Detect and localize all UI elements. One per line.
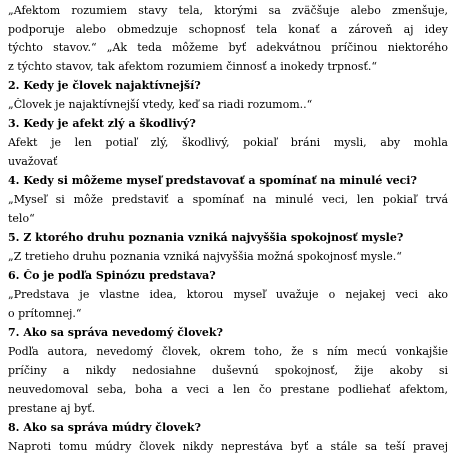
text-line: podporuje alebo obmedzuje schopnosť tela konať a zároveň aj idey xyxy=(8,23,448,36)
text-line: neuvedomoval seba, boha a veci a len čo prestane podliehať afektom, xyxy=(8,383,448,396)
question-heading: 7. Ako sa správa nevedomý človek? xyxy=(8,326,223,339)
text-line: telo“ xyxy=(8,212,35,225)
text-line: Afekt je len potiaľ zlý, škodlivý, pokiaľ bráni mysli, aby mohla xyxy=(8,136,448,149)
text-line: Podľa autora, nevedomý človek, okrem toho, že s ním mecú vonkajšie xyxy=(8,345,448,358)
text-line: príčiny a nikdy nedosiahne duševnú spokojnosť, žije akoby si xyxy=(8,364,448,377)
question-heading: 8. Ako sa správa múdry človek? xyxy=(8,421,201,434)
text-line: o prítomnej.“ xyxy=(8,307,82,320)
text-line: z týchto stavov, tak afektom rozumiem činnosť a inokedy trpnosť.“ xyxy=(8,60,377,73)
text-line: týchto stavov.“ „Ak teda môžeme byť adekvátnou príčinou niektorého xyxy=(8,41,448,54)
text-line: „Afektom rozumiem stavy tela, ktorými sa zväčšuje alebo zmenšuje, xyxy=(8,4,448,17)
text-line: „Predstava je vlastne idea, ktorou myseľ uvažuje o nejakej veci ako xyxy=(8,288,448,301)
question-heading: 3. Kedy je afekt zlý a škodlivý? xyxy=(8,117,196,130)
text-line: „Myseľ si môže predstaviť a spomínať na minulé veci, len pokiaľ trvá xyxy=(8,193,448,206)
text-line: Naproti tomu múdry človek nikdy neprestáva byť a stále sa teší pravej xyxy=(8,440,448,453)
question-heading: 5. Z ktorého druhu poznania vzniká najvyššia spokojnosť mysle? xyxy=(8,231,404,244)
text-line: „Človek je najaktívnejší vtedy, keď sa riadi rozumom..“ xyxy=(8,98,313,111)
question-heading: 4. Kedy si môžeme myseľ predstavovať a spomínať na minulé veci? xyxy=(8,174,417,187)
question-heading: 6. Čo je podľa Spinózu predstava? xyxy=(8,269,216,282)
text-line: „Z tretieho druhu poznania vzniká najvyššia možná spokojnosť mysle.“ xyxy=(8,250,402,263)
question-heading: 2. Kedy je človek najaktívnejší? xyxy=(8,79,201,92)
text-line: prestane aj byť. xyxy=(8,402,96,415)
text-line: uvažovať xyxy=(8,155,58,168)
